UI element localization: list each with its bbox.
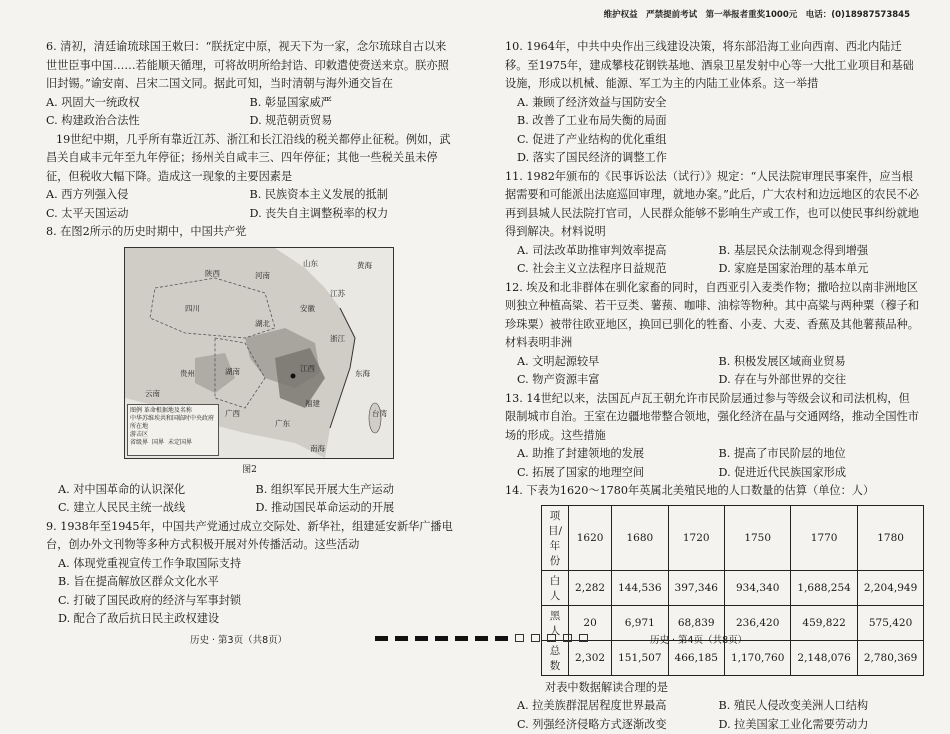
table-cell: 397,346 <box>668 570 724 605</box>
map-label: 广西 <box>225 408 240 419</box>
option: B. 殖民人侵改变美洲人口结构 <box>719 697 921 716</box>
question-7-options <box>46 186 453 223</box>
question-10: 10. 1964年，中共中央作出三线建设决策，将东部沿海工业向西南、西北内陆迁移。至1975年，建成攀枝花钢铁基地、酒泉卫星发射中心等一大批工业项目和基础设施，形成以机械、能源、军工为主的内陆工业体系。这一举措 <box>505 38 920 94</box>
map-label: 江苏 <box>330 288 345 299</box>
map-label: 云南 <box>145 388 160 399</box>
left-page <box>0 0 475 673</box>
figure-caption: 图2 <box>46 462 453 475</box>
map-label: 四川 <box>185 303 200 314</box>
map-label: 广东 <box>275 418 290 429</box>
option: C. 物产资源丰富 <box>517 371 719 390</box>
question-11: 11. 1982年颁布的《民事诉讼法（试行）》规定：“人民法院审理民事案件，应当根据需要和可能派出法庭巡回审理，就地办案。”此后，广大农村和边远地区的农民不必再到县城人民法院打官司，人民群众能够不影响生产或工作，也可以使民事纠纷就地得到解决。材料说明 <box>505 168 920 242</box>
table-cell: 2,204,949 <box>857 570 923 605</box>
option: A. 司法改革助推审判效率提高 <box>517 242 719 261</box>
option: A. 西方列强入侵 <box>46 186 250 205</box>
option: B. 旨在提高解放区群众文化水平 <box>58 573 453 592</box>
question-12-options <box>517 353 920 390</box>
page-footer-left: 历史 · 第3页（共8页） <box>190 632 287 646</box>
legend-item: 中华苏维埃共和国临时中央政府所在地 <box>130 415 216 431</box>
map-label: 河南 <box>255 270 270 281</box>
question-7: 19世纪中期，几乎所有靠近江苏、浙江和长江沿线的税关都停止征税。例如，武昌关自咸丰元年至九年停征；扬州关自咸丰三、四年停征；其他一些税关虽未停征，但税收大幅下降。造成这一现象的主要因素是 <box>46 131 453 187</box>
option: A. 助推了封建领地的发展 <box>517 445 719 464</box>
table-cell: 68,839 <box>668 605 724 640</box>
question-9-options <box>58 555 453 629</box>
option: D. 存在与外部世界的交往 <box>719 371 921 390</box>
table-cell: 151,507 <box>612 640 668 675</box>
option: D. 促进近代民族国家形成 <box>719 464 921 483</box>
map-label: 黄海 <box>357 260 372 271</box>
map-legend <box>127 404 219 456</box>
option: C. 建立人民民主统一战线 <box>58 499 256 518</box>
option: D. 丧失自主调整税率的权力 <box>250 205 454 224</box>
option: C. 打破了国民政府的经济与军事封锁 <box>58 592 453 611</box>
option: A. 体现党重视宣传工作争取国际支持 <box>58 555 453 574</box>
question-14: 14. 下表为1620～1780年英属北美殖民地的人口数量的估算（单位：人） <box>505 482 920 501</box>
question-14-options <box>517 697 920 734</box>
table-cell: 项目/年份 <box>542 505 569 570</box>
table-cell: 6,971 <box>612 605 668 640</box>
legend-item: 游击区 <box>130 431 216 439</box>
option: A. 巩固大一统政权 <box>46 94 250 113</box>
table-row <box>542 570 924 605</box>
option: C. 拓展了国家的地理空间 <box>517 464 719 483</box>
table-cell: 2,302 <box>569 640 612 675</box>
question-13: 13. 14世纪以来，法国瓦卢瓦王朝允许市民阶层通过参与等级会议和司法机构，但限制城市自治。王室在边疆地带整合领地，强化经济在晶与交通网络，推动全国性市场的形成。这些措施 <box>505 390 920 446</box>
table-cell: 934,340 <box>724 570 790 605</box>
table-cell: 459,822 <box>791 605 857 640</box>
legend-item: 未定国界 <box>168 439 192 447</box>
question-13-options <box>517 445 920 482</box>
question-8-options <box>58 481 453 518</box>
option: D. 家庭是国家治理的基本单元 <box>719 260 921 279</box>
table-cell: 1,170,760 <box>724 640 790 675</box>
table-cell: 1780 <box>857 505 923 570</box>
question-9: 9. 1938年至1945年，中国共产党通过成立交际处、新华社，组建延安新华广播电台，创办外文刊物等多种方式积极开展对外传播活动。这些活动 <box>46 518 453 555</box>
question-14-stem: 对表中数据解读合理的是 <box>545 679 920 698</box>
option: B. 彰显国家威严 <box>250 94 454 113</box>
map-label: 浙江 <box>330 333 345 344</box>
table-cell: 575,420 <box>857 605 923 640</box>
option: B. 改善了工业布局失衡的局面 <box>517 112 920 131</box>
table-cell: 466,185 <box>668 640 724 675</box>
option: C. 列强经济侵略方式逐渐改变 <box>517 716 719 734</box>
map-label: 江西 <box>300 363 315 374</box>
table-cell: 236,420 <box>724 605 790 640</box>
question-6-options <box>46 94 453 131</box>
option: C. 社会主义立法程序日益规范 <box>517 260 719 279</box>
table-cell: 20 <box>569 605 612 640</box>
option: D. 拉美国家工业化需要劳动力 <box>719 716 921 734</box>
option: B. 积极发展区域商业贸易 <box>719 353 921 372</box>
table-cell: 2,282 <box>569 570 612 605</box>
question-8: 8. 在图2所示的历史时期中，中国共产党 <box>46 223 453 242</box>
map-label: 台湾 <box>372 408 387 419</box>
table-cell: 1720 <box>668 505 724 570</box>
table-cell: 1680 <box>612 505 668 570</box>
table-cell: 1620 <box>569 505 612 570</box>
option: C. 构建政治合法性 <box>46 112 250 131</box>
map-label: 湖北 <box>255 318 270 329</box>
question-10-options <box>517 94 920 168</box>
table-row <box>542 505 924 570</box>
map-label: 东海 <box>355 368 370 379</box>
option: A. 文明起源较早 <box>517 353 719 372</box>
map-label: 贵州 <box>180 368 195 379</box>
option: D. 配合了敌后抗日民主政权建设 <box>58 610 453 629</box>
option: B. 提高了市民阶层的地位 <box>719 445 921 464</box>
question-6: 6. 清初，清廷谕琉球国王敕曰：“朕抚定中原，视天下为一家，念尔琉球自古以来世世臣事中国……若能顺天循理，可将故明所给封诰、印敕遣使赍送来京。朕亦照旧封锡。”谕安南、吕宋二国文同。据此可知，当时清朝与海外通交旨在 <box>46 38 453 94</box>
option: B. 民族资本主义发展的抵制 <box>250 186 454 205</box>
table-cell: 1770 <box>791 505 857 570</box>
page-header: 维护权益 严禁提前考试 第一举报者重奖1000元 电话：(0)18987573845 <box>604 8 910 20</box>
option: A. 兼顾了经济效益与国防安全 <box>517 94 920 113</box>
table-cell: 144,536 <box>612 570 668 605</box>
map-label: 南海 <box>310 443 325 454</box>
question-12: 12. 埃及和北非群体在驯化家畜的同时，自西亚引入麦类作物；撒哈拉以南非洲地区则独立种植高粱、若干豆类、薯蓣、咖啡、油棕等物种。其中高粱与两种粟（穆子和珍珠粟）被带往欧亚地区，换回已驯化的牲畜、小麦、大麦、香蕉及其他薯蓣品种。材料表明非洲 <box>505 279 920 353</box>
option: D. 推动国民革命运动的开展 <box>256 499 454 518</box>
population-table <box>541 505 924 676</box>
option: A. 对中国革命的认识深化 <box>58 481 256 500</box>
map-label: 湖南 <box>225 366 240 377</box>
option: C. 太平天国运动 <box>46 205 250 224</box>
page-footer-right: 历史 · 第4页（共8页） <box>650 632 747 646</box>
right-page <box>475 0 950 673</box>
legend-title: 图例 革命根据地及名称 <box>130 407 216 415</box>
option: B. 基层民众法制观念得到增强 <box>719 242 921 261</box>
map-label: 陕西 <box>205 268 220 279</box>
question-11-options <box>517 242 920 279</box>
option: A. 拉美族群混居程度世界最高 <box>517 697 719 716</box>
option: D. 规范朝贡贸易 <box>250 112 454 131</box>
legend-item: 国界 <box>152 439 164 447</box>
scan-marks <box>375 634 588 642</box>
table-cell: 1,688,254 <box>791 570 857 605</box>
table-cell: 白人 <box>542 570 569 605</box>
map-label: 福建 <box>305 398 320 409</box>
option: C. 促进了产业结构的优化重组 <box>517 131 920 150</box>
map-label: 安徽 <box>300 303 315 314</box>
map-label: 山东 <box>303 258 318 269</box>
table-cell: 黑人 <box>542 605 569 640</box>
legend-item: 省级界 <box>130 439 148 447</box>
option: D. 落实了国民经济的调整工作 <box>517 149 920 168</box>
option: B. 组织军民开展大生产运动 <box>256 481 454 500</box>
table-cell: 2,780,369 <box>857 640 923 675</box>
table-cell: 总数 <box>542 640 569 675</box>
table-cell: 1750 <box>724 505 790 570</box>
historical-map <box>124 247 394 459</box>
table-cell: 2,148,076 <box>791 640 857 675</box>
